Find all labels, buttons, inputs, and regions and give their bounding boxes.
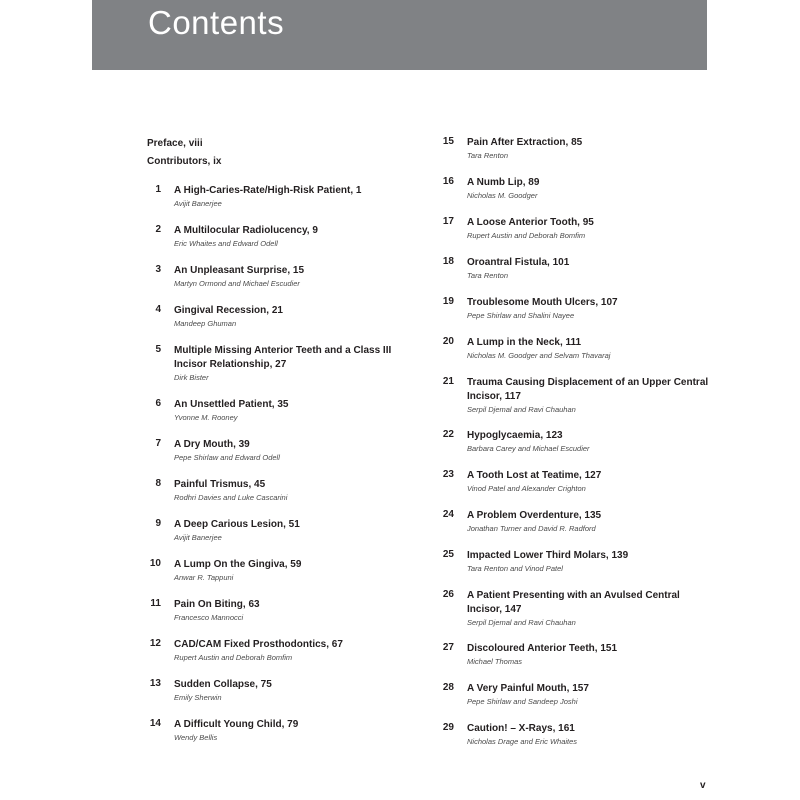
- entry-number: 24: [442, 509, 454, 520]
- entry-author: Barbara Carey and Michael Escudier: [467, 444, 590, 453]
- entry-author: Nicholas M. Goodger and Selvam Thavaraj: [467, 351, 611, 360]
- entry-title: An Unpleasant Surprise, 15: [174, 265, 305, 276]
- entry-title: A Loose Anterior Tooth, 95: [467, 217, 594, 228]
- entry-title: A Multilocular Radiolucency, 9: [174, 225, 318, 236]
- entry-title: A Lump On the Gingiva, 59: [174, 559, 302, 570]
- entry-number: 27: [442, 642, 454, 653]
- entry-author: Nicholas Drage and Eric Whaites: [467, 737, 578, 746]
- entry-title: Discoloured Anterior Teeth, 151: [467, 643, 618, 654]
- entry-number: 5: [155, 344, 161, 355]
- entry-author: Yvonne M. Rooney: [174, 413, 238, 422]
- header-band: [92, 0, 707, 70]
- entry-title: Hypoglycaemia, 123: [467, 430, 563, 441]
- entry-author: Michael Thomas: [467, 657, 523, 666]
- entry-number: 3: [155, 264, 161, 275]
- entry-title: A Lump in the Neck, 111: [467, 337, 582, 348]
- page-title: Contents: [148, 4, 285, 41]
- entry-author: Serpil Djemal and Ravi Chauhan: [467, 405, 576, 414]
- entry-author: Francesco Mannocci: [174, 613, 244, 622]
- entry-author: Rupert Austin and Deborah Bomfim: [174, 653, 293, 662]
- entry-number: 15: [442, 136, 454, 147]
- entry-number: 9: [155, 518, 161, 529]
- entry-author: Serpil Djemal and Ravi Chauhan: [467, 618, 576, 627]
- entry-author: Tara Renton: [467, 151, 509, 160]
- entry-title: A Tooth Lost at Teatime, 127: [467, 470, 602, 481]
- entry-author: Wendy Bellis: [174, 733, 218, 742]
- entry-author: Eric Whaites and Edward Odell: [174, 239, 278, 248]
- entry-number: 21: [442, 376, 454, 387]
- entry-author: Rodhri Davies and Luke Cascarini: [174, 493, 288, 502]
- entry-title: A Very Painful Mouth, 157: [467, 683, 589, 694]
- entry-number: 28: [442, 682, 454, 693]
- entry-number: 12: [149, 638, 161, 649]
- entry-author: Mandeep Ghuman: [174, 319, 237, 328]
- entry-number: 8: [155, 478, 161, 489]
- entry-title: Impacted Lower Third Molars, 139: [467, 550, 629, 561]
- front-matter-contributors[interactable]: Contributors, ix: [147, 156, 222, 167]
- entry-number: 19: [442, 296, 454, 307]
- entry-author: Dirk Bister: [174, 373, 209, 382]
- entry-author: Emily Sherwin: [174, 693, 222, 702]
- entry-title: Caution! – X-Rays, 161: [467, 723, 575, 734]
- entry-author: Avijit Banerjee: [174, 533, 222, 542]
- entry-title: A Deep Carious Lesion, 51: [174, 519, 300, 530]
- entry-number: 10: [149, 558, 161, 569]
- entry-author: Martyn Ormond and Michael Escudier: [174, 279, 300, 288]
- entry-author: Vinod Patel and Alexander Crighton: [467, 484, 586, 493]
- entry-title: A Dry Mouth, 39: [174, 439, 250, 450]
- entry-title: A Patient Presenting with an Avulsed Central Incisor, 147: [467, 590, 680, 615]
- entry-author: Pepe Shirlaw and Shalini Nayee: [467, 311, 575, 320]
- front-matter-preface[interactable]: Preface, viii: [147, 138, 203, 149]
- entry-title: Gingival Recession, 21: [174, 305, 283, 316]
- entry-title: A Problem Overdenture, 135: [467, 510, 602, 521]
- entry-title: CAD/CAM Fixed Prosthodontics, 67: [174, 639, 343, 650]
- entry-number: 11: [150, 598, 161, 609]
- entry-title: Troublesome Mouth Ulcers, 107: [467, 297, 618, 308]
- entry-author: Pepe Shirlaw and Sandeep Joshi: [467, 697, 578, 706]
- entry-number: 4: [155, 304, 161, 315]
- entry-author: Avijit Banerjee: [174, 199, 222, 208]
- entry-title: A Numb Lip, 89: [467, 177, 540, 188]
- entry-number: 2: [155, 224, 161, 235]
- entry-number: 22: [442, 429, 454, 440]
- page-number: v: [700, 780, 706, 791]
- entry-author: Jonathan Turner and David R. Radford: [467, 524, 596, 533]
- entry-author: Rupert Austin and Deborah Bomfim: [467, 231, 586, 240]
- entry-number: 17: [442, 216, 454, 227]
- entry-number: 29: [442, 722, 454, 733]
- entry-title: Sudden Collapse, 75: [174, 679, 272, 690]
- entry-number: 25: [442, 549, 454, 560]
- entry-number: 6: [155, 398, 161, 409]
- entry-number: 23: [442, 469, 454, 480]
- entry-title: Pain On Biting, 63: [174, 599, 260, 610]
- entry-author: Tara Renton: [467, 271, 509, 280]
- entry-number: 14: [149, 718, 161, 729]
- entry-number: 18: [442, 256, 454, 267]
- entry-title: Pain After Extraction, 85: [467, 137, 583, 148]
- entry-author: Nicholas M. Goodger: [467, 191, 538, 200]
- entry-author: Pepe Shirlaw and Edward Odell: [174, 453, 280, 462]
- entry-number: 13: [149, 678, 161, 689]
- entry-title: Painful Trismus, 45: [174, 479, 266, 490]
- entry-title: Trauma Causing Displacement of an Upper Central Incisor, 117: [467, 377, 709, 402]
- entry-title: A High-Caries-Rate/High-Risk Patient, 1: [174, 185, 362, 196]
- entry-title: Multiple Missing Anterior Teeth and a Class III Incisor Relationship, 27: [174, 345, 392, 370]
- entry-number: 26: [442, 589, 454, 600]
- entry-title: Oroantral Fistula, 101: [467, 257, 570, 268]
- entry-title: An Unsettled Patient, 35: [174, 399, 289, 410]
- entry-number: 20: [442, 336, 454, 347]
- entry-title: A Difficult Young Child, 79: [174, 719, 299, 730]
- entry-author: Tara Renton and Vinod Patel: [467, 564, 563, 573]
- entry-author: Anwar R. Tappuni: [174, 573, 234, 582]
- entry-number: 16: [442, 176, 454, 187]
- entry-number: 1: [155, 184, 161, 195]
- entry-number: 7: [155, 438, 161, 449]
